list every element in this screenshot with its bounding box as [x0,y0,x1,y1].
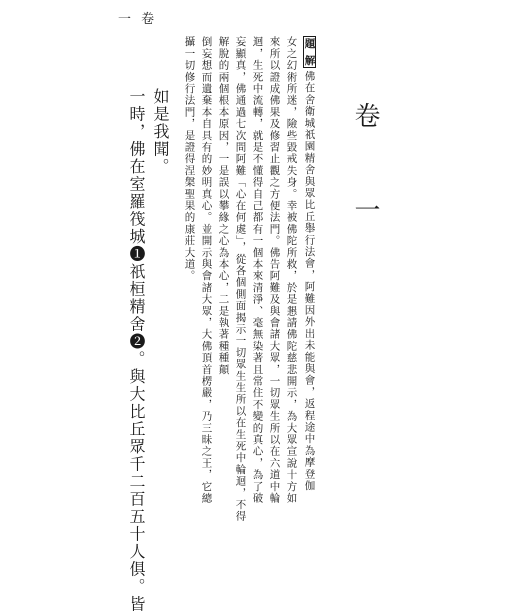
commentary-column-5: 妄顯真，佛通過七次問阿難「心在何處」，從各個側面揭示一切眾生生所以在生死中輪迴，不得 [234,36,247,523]
commentary-column-8: 攝一切修行法門，是證得涅槃聖果的康莊大道。 [183,36,196,282]
commentary-column-7: 倒妄想而遺棄本自具有的妙明真心。並開示與會諸大眾，大佛頂首楞嚴，乃三昧之王，它總 [200,36,213,504]
sutra-column-2: 一時，佛在室羅筏城❶祇桓精舍❷。與大比丘眾千二百五十人俱。皆 [127,88,146,613]
running-head: 一 卷 [118,12,158,27]
sutra-column-1: 如是我聞。 [151,88,170,176]
commentary-column-1 [303,36,316,491]
commentary-column-6: 解脫的兩個根本原因，一是誤以攀緣之心為本心，二是執著種種顛 [217,36,230,376]
commentary-column-3: 來所以證成佛果及修習止觀之方便法門。佛告阿難及與會諸大眾，一切眾生所以在六道中輪 [268,36,281,504]
commentary-column-4: 迴，生死中流轉，就是不懂得自己都有一個本來清淨、毫無染著且常住不變的真心，為了破 [251,36,264,504]
chapter-title: 卷 一 [350,102,380,253]
commentary-text: 佛在舍衛城祇園精舍與眾比丘舉行法會，阿難因外出未能與會，返程途中為摩登伽 [303,70,316,492]
title-explanation-tag: 題 解 [303,38,316,67]
commentary-column-2: 女之幻術所迷，險些毀戒失身。幸被佛陀所救，於是懇請佛陀慈悲開示，為大眾宣說十方如 [285,36,298,504]
